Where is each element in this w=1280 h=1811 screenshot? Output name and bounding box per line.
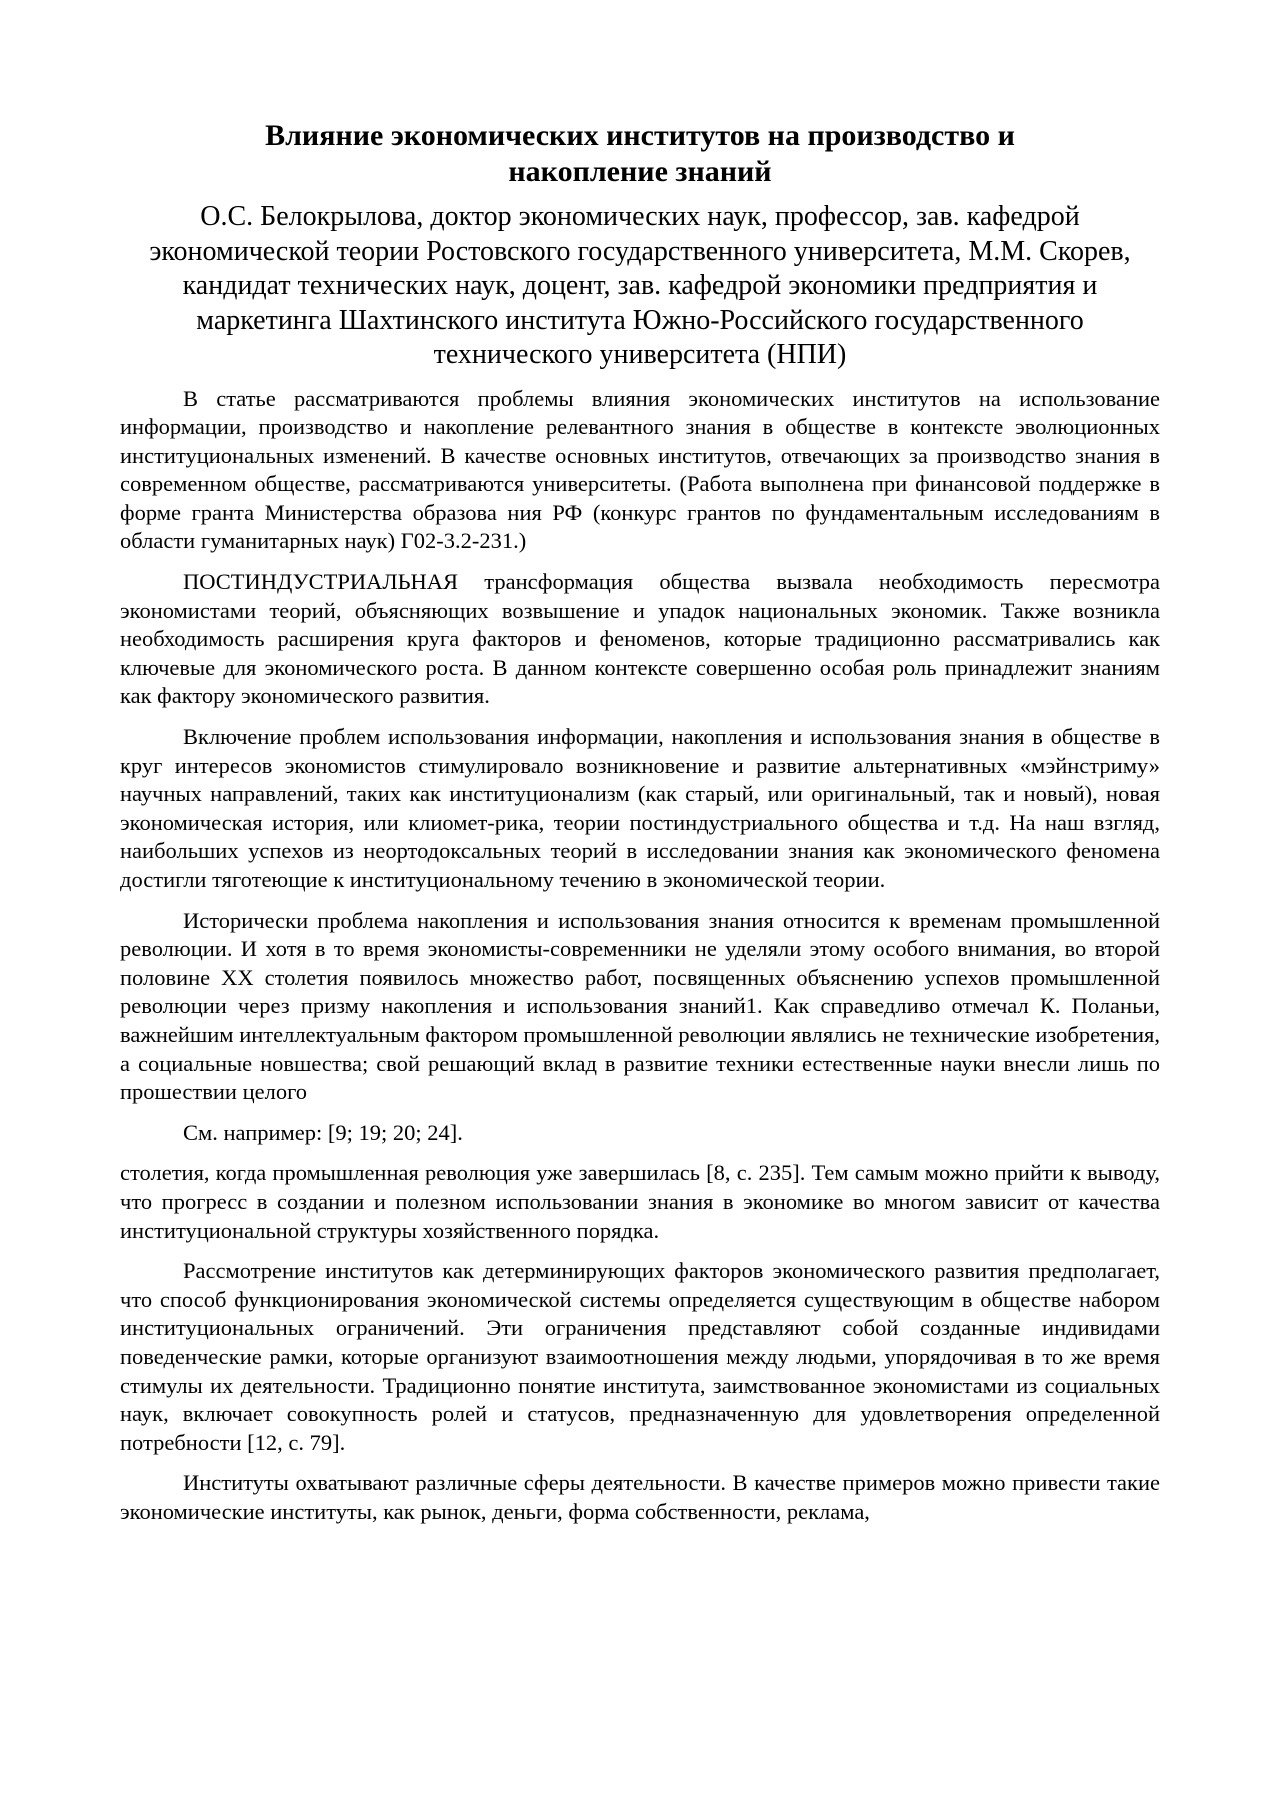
body-paragraph-1: ПОСТИНДУСТРИАЛЬНАЯ трансформация общества вызвала необходимость пересмотра экономистами теорий, объясняющих возвышение и упадок национальных экономик. Также возникла необходимость расширения круга факторов и феноменов, которые традиционно рассматривались как ключевые для экономического роста. В данном контексте совершенно особая роль принадлежит знаниям как фактору экономического развития. [120, 569, 1160, 709]
document-title [120, 118, 1160, 190]
body-paragraph-4: Рассмотрение институтов как детерминирующих факторов экономического развития предполагает, что способ функционирования экономической системы определяется существующим в обществе набором институциональных ограничений. Эти ограничения представляют собой созданные индивидами поведенческие рамки, которые организуют взаимоотношения между людьми, упорядочивая в то же время стимулы их деятельности. Традиционно понятие института, заимствованное экономистами из социальных наук, включает совокупность ролей и статусов, предназначенную для удовлетворения определенной потребности [12, с. 79]. [120, 1258, 1160, 1455]
document-page [120, 118, 1160, 1538]
body-paragraph-2: Включение проблем использования информации, накопления и использования знания в обществе в круг интересов экономистов стимулировало возникновение и развитие альтернативных «мэйнстриму» научных направлений, таких как институционализм (как старый, или оригинальный, так и новый), новая экономическая история, или клиомет-рика, теории постиндустриального общества и т.д. На наш взгляд, наибольших успехов из неортодоксальных теорий в исследовании знания как экономического феномена достигли тяготеющие к институциональному течению в экономической теории. [120, 724, 1160, 892]
authors-block: О.С. Белокрылова, доктор экономических наук, профессор, зав. кафедрой экономической теории Ростовского государственного университета, М.М. Скорев, кандидат технических наук, доцент, зав. кафедрой экономики предприятия и маркетинга Шахтинского института Южно-Российского государственного технического университета (НПИ) [149, 201, 1131, 370]
footnote-reference: См. например: [9; 19; 20; 24]. [183, 1119, 463, 1145]
title-line-1: Влияние экономических институтов на производство и [265, 119, 1015, 152]
abstract-paragraph: В статье рассматриваются проблемы влияния экономических институтов на использование информации, производство и накопление релевантного знания в обществе в контексте эволюционных институциональных изменений. В качестве основных институтов, отвечающих за производство знания в современном обществе, рассматриваются университеты. (Работа выполнена при финансовой поддержке в форме гранта Министерства образова ния РФ (конкурс грантов по фундаментальным исследованиям в области гуманитарных наук) Г02-3.2-231.) [120, 385, 1160, 554]
title-line-2: накопление знаний [508, 155, 772, 188]
body-paragraph-3: Исторически проблема накопления и использования знания относится к временам промышленной революции. И хотя в то время экономисты-современники не уделяли этому особого внимания, во второй половине XX столетия появилось множество работ, посвященных объяснению успехов промышленной революции через призму накопления и использования знаний1. Как справедливо отмечал К. Поланьи, важнейшим интеллектуальным фактором промышленной революции являлись не технические изобретения, а социальные новшества; свой решающий вклад в развитие техники естественные науки внесли лишь по прошествии целого [120, 907, 1160, 1105]
body-paragraph-continuation: столетия, когда промышленная революция уже завершилась [8, с. 235]. Тем самым можно прийти к выводу, что прогресс в создании и полезном использовании знания в экономике во многом зависит от качества институциональной структуры хозяйственного порядка. [120, 1160, 1160, 1243]
body-paragraph-5: Институты охватывают различные сферы деятельности. В качестве примеров можно привести такие экономические институты, как рынок, деньги, форма собственности, реклама, [120, 1470, 1160, 1524]
